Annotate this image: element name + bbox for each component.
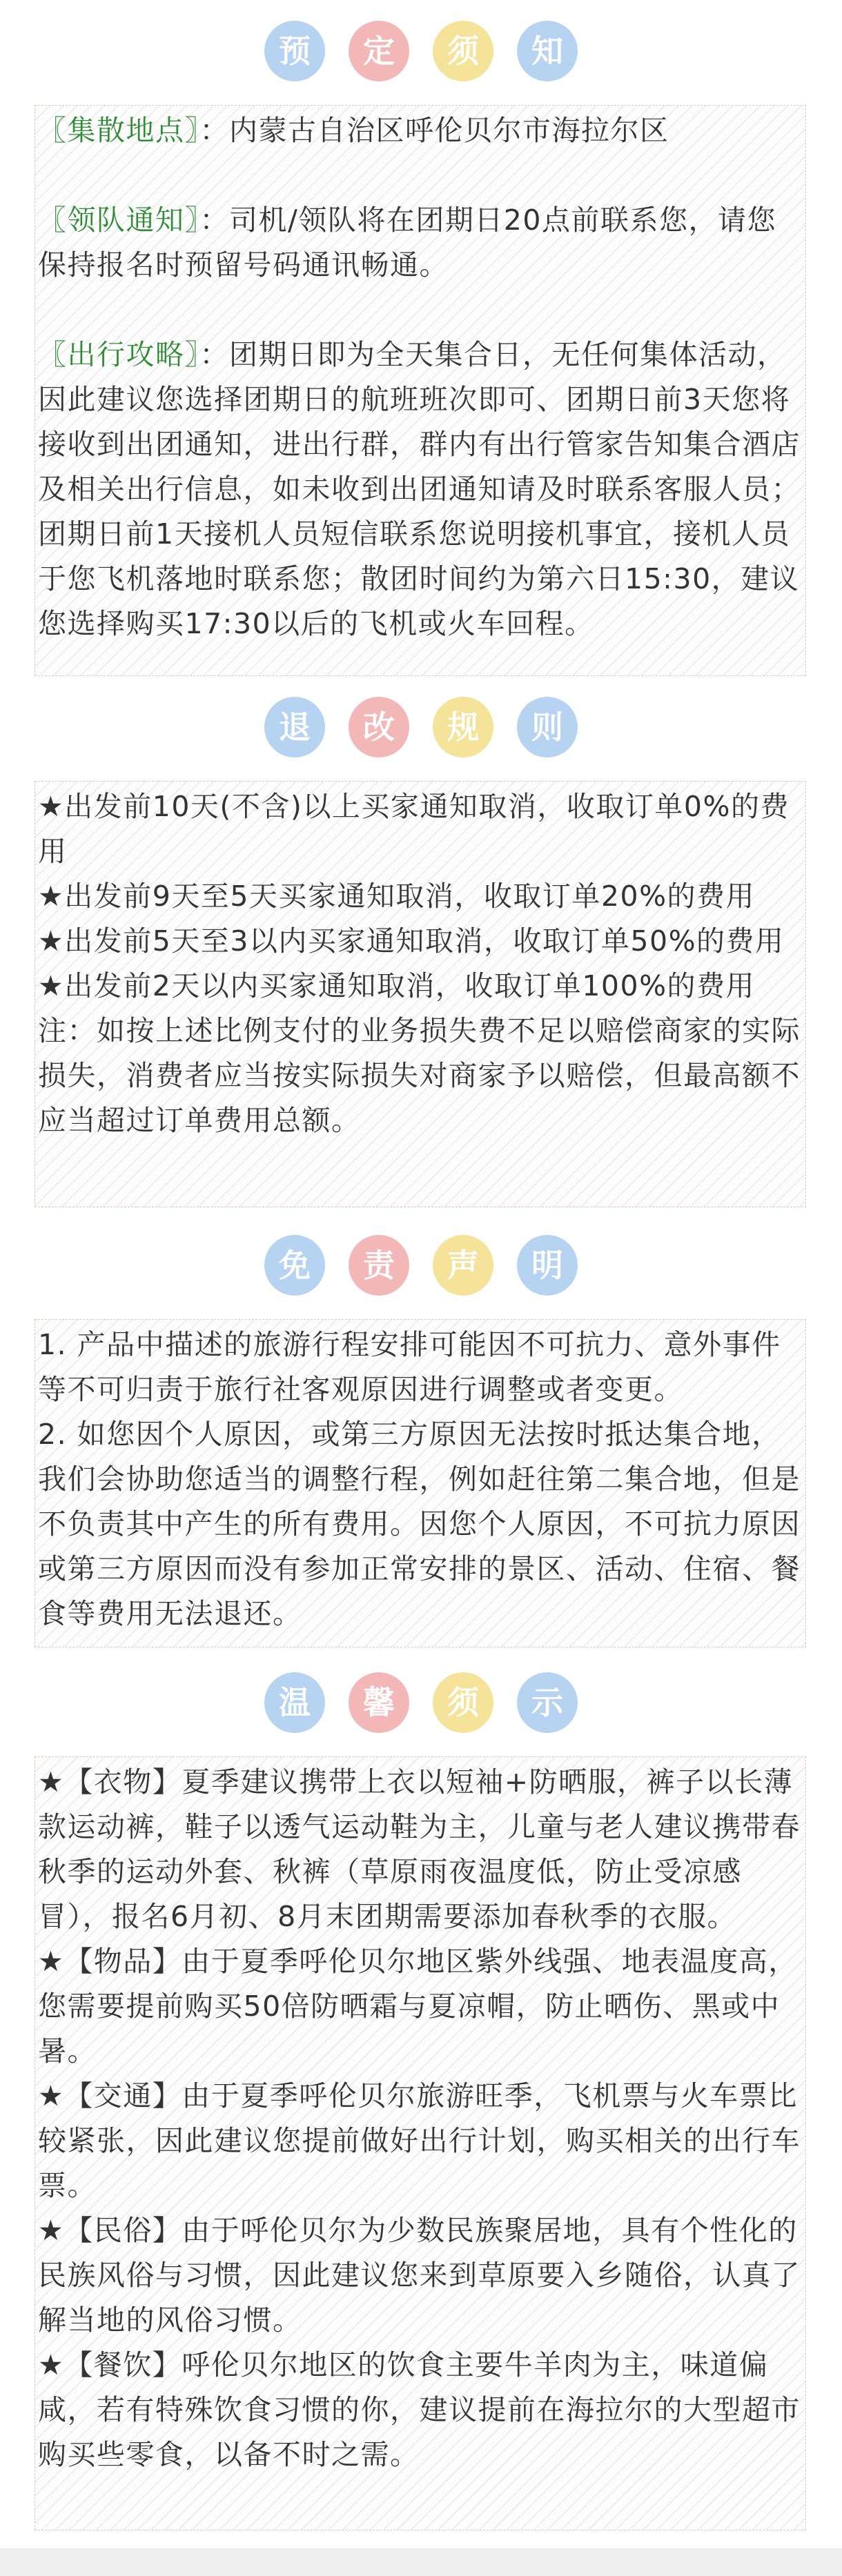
header-char-circle: 定 xyxy=(349,21,409,81)
assembly-point-text: ：内蒙古自治区呼伦贝尔市海拉尔区 xyxy=(199,114,669,147)
refund-rule-line: ★出发前10天(不含)以上买家通知取消，收取订单0%的费用 xyxy=(38,790,790,868)
disclaimer-header xyxy=(0,1235,842,1296)
leader-notice-label: 〖领队通知〗 xyxy=(38,204,200,237)
leader-notice-text: ：司机/领队将在团期日20点前联系您，请您保持报名时预留号码通讯畅通。 xyxy=(38,204,776,281)
header-char-circle: 责 xyxy=(349,1235,409,1296)
bottom-bar xyxy=(0,2548,842,2576)
header-char-circle: 退 xyxy=(264,697,325,757)
header-char-circle: 须 xyxy=(433,1672,493,1733)
tip-customs: ★【民俗】由于呼伦贝尔为少数民族聚居地，具有个性化的民族风俗与习惯，因此建议您来到草原要入乡随俗，认真了解当地的风俗习惯。 xyxy=(38,2214,801,2337)
disclaimer-item: 1. 产品中描述的旅游行程安排可能因不可抗力、意外事件等不可归责于旅行社客观原因进行调整或者变更。 xyxy=(38,1328,781,1406)
header-char-circle: 示 xyxy=(517,1672,578,1733)
header-char-circle: 馨 xyxy=(349,1672,409,1733)
header-char-circle: 改 xyxy=(349,697,409,757)
tip-transport: ★【交通】由于夏季呼伦贝尔旅游旺季，飞机票与火车票比较紧张，因此建议您提前做好出行计划，购买相关的出行车票。 xyxy=(38,2079,801,2202)
refund-rules-box xyxy=(35,781,806,1207)
refund-rules-header xyxy=(0,697,842,757)
booking-notice-header xyxy=(0,21,842,81)
header-char-circle: 温 xyxy=(264,1672,325,1733)
warm-tips-header xyxy=(0,1672,842,1733)
assembly-point-paragraph xyxy=(38,108,803,153)
travel-guide-text: ：团期日即为全天集合日，无任何集体活动，因此建议您选择团期日的航班班次即可、团期日前3天您将接收到出团通知，进出行群，群内有出行管家告知集合酒店及相关出行信息，如未收到出团通知请及时联系客服人员；团期日前1天接机人员短信联系您说明接机事宜，接机人员于您飞机落地时联系您；散团时间约为第六日15:30，建议您选择购买17:30以后的飞机或火车回程。 xyxy=(38,338,801,640)
header-char-circle: 明 xyxy=(517,1235,578,1296)
refund-rule-line: ★出发前9天至5天买家通知取消，收取订单20%的费用 xyxy=(38,880,756,913)
disclaimer-item: 2. 如您因个人原因，或第三方原因无法按时抵达集合地，我们会协助您适当的调整行程，例如赶往第二集合地，但是不负责其中产生的所有费用。因您个人原因，不可抗力原因或第三方原因而没有参加正常安排的景区、活动、住宿、餐食等费用无法退还。 xyxy=(38,1418,801,1630)
header-char-circle: 规 xyxy=(433,697,493,757)
header-char-circle: 预 xyxy=(264,21,325,81)
warm-tips-box xyxy=(35,1756,806,2530)
refund-rule-note: 注：如按上述比例支付的业务损失费不足以赔偿商家的实际损失，消费者应当按实际损失对商家予以赔偿，但最高额不应当超过订单费用总额。 xyxy=(38,1014,801,1137)
header-char-circle: 声 xyxy=(433,1235,493,1296)
refund-rule-line: ★出发前5天至3以内买家通知取消，收取订单50%的费用 xyxy=(38,924,785,958)
booking-notice-box xyxy=(35,105,806,676)
travel-guide-paragraph xyxy=(38,333,803,646)
tip-clothing: ★【衣物】夏季建议携带上衣以短袖+防晒服，裤子以长薄款运动裤，鞋子以透气运动鞋为主，儿童与老人建议携带春秋季的运动外套、秋裤（草原雨夜温度低，防止受凉感冒），报名6月初、8月末团期需要添加春秋季的衣服。 xyxy=(38,1765,801,1933)
header-char-circle: 知 xyxy=(517,21,578,81)
travel-guide-label: 〖出行攻略〗 xyxy=(38,338,200,371)
leader-notice-paragraph xyxy=(38,198,803,288)
tip-items: ★【物品】由于夏季呼伦贝尔地区紫外线强、地表温度高，您需要提前购买50倍防晒霜与夏凉帽，防止晒伤、黑或中暑。 xyxy=(38,1945,798,2068)
disclaimer-box xyxy=(35,1319,806,1647)
tip-food: ★【餐饮】呼伦贝尔地区的饮食主要牛羊肉为主，味道偏咸，若有特殊饮食习惯的你，建议提前在海拉尔的大型超市购买些零食，以备不时之需。 xyxy=(38,2348,801,2471)
header-char-circle: 免 xyxy=(264,1235,325,1296)
refund-rule-line: ★出发前2天以内买家通知取消，收取订单100%的费用 xyxy=(38,969,756,1002)
header-char-circle: 则 xyxy=(517,697,578,757)
header-char-circle: 须 xyxy=(433,21,493,81)
assembly-point-label: 〖集散地点〗 xyxy=(38,114,200,147)
